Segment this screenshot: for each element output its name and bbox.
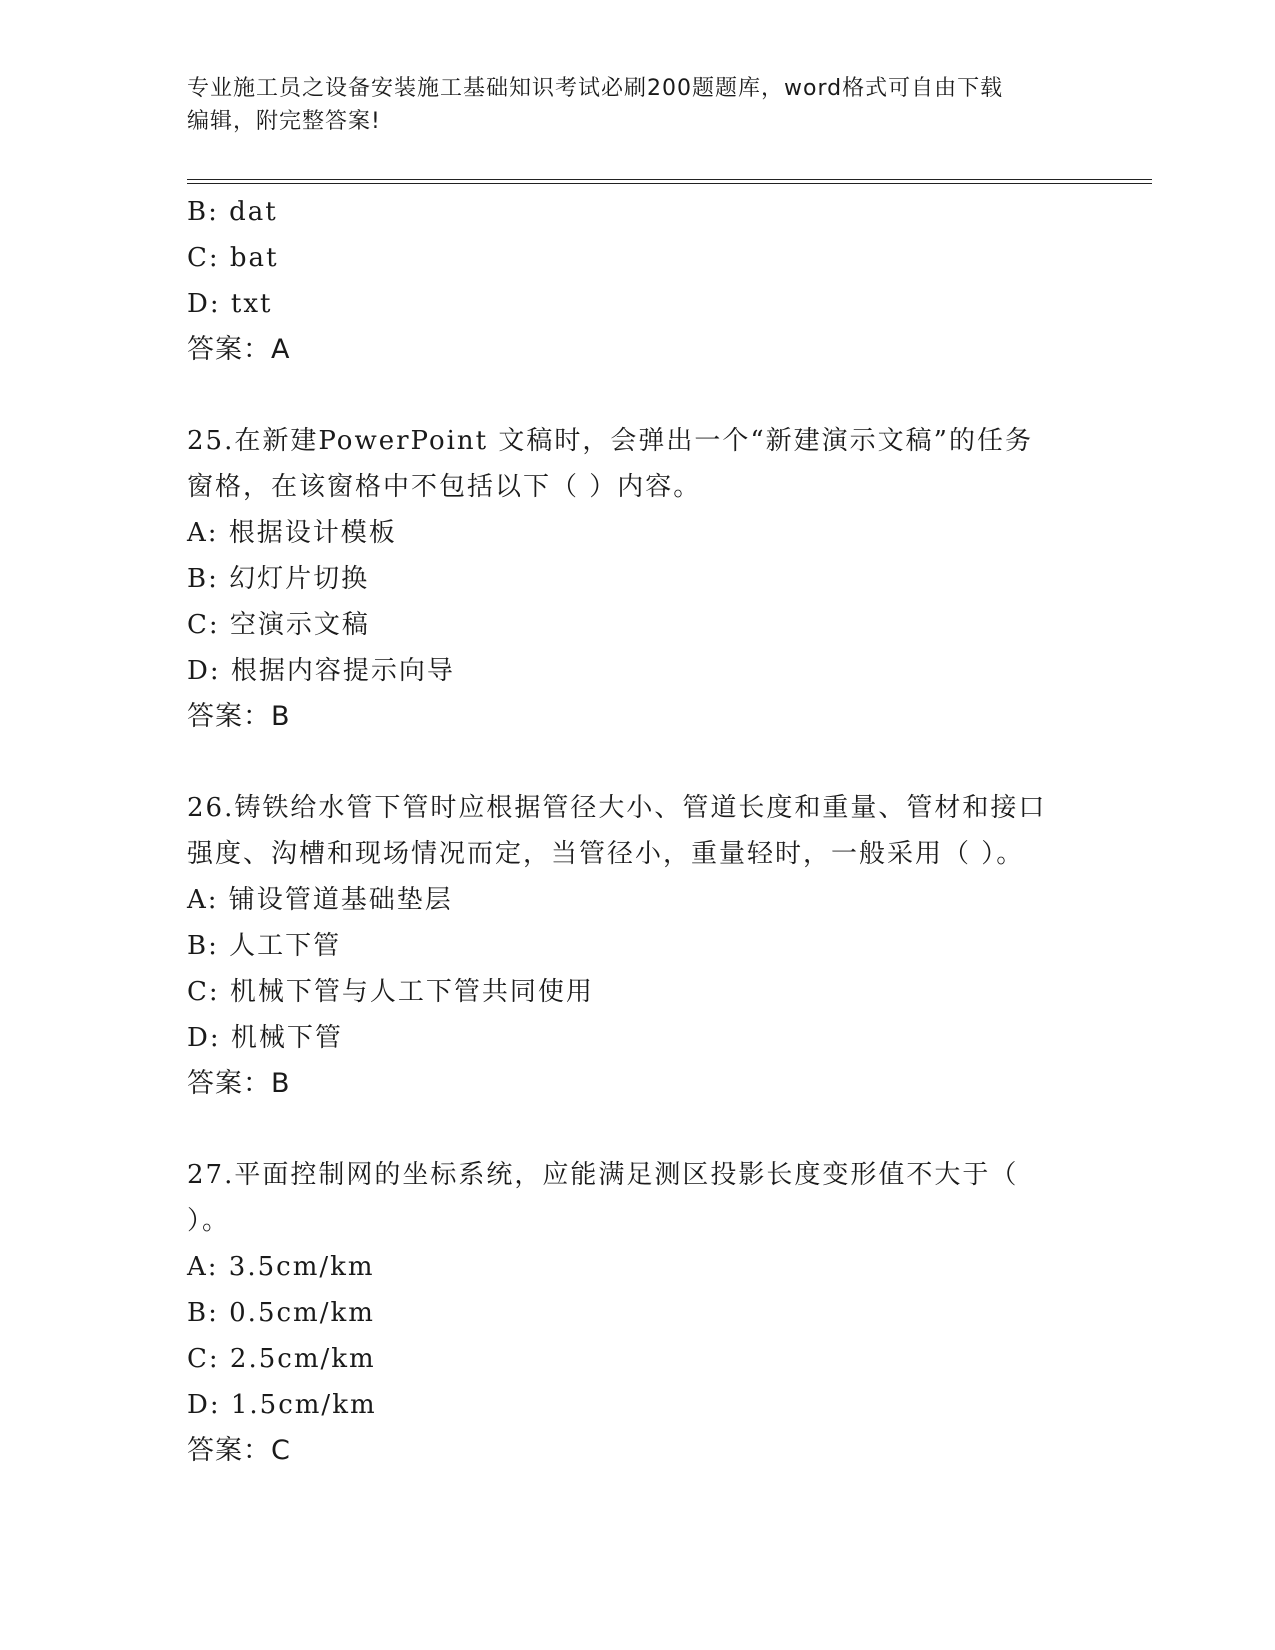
option-a: A: 根据设计模板: [187, 518, 397, 548]
option-d: D: 根据内容提示向导: [187, 656, 455, 686]
question-27: [187, 1152, 1067, 1474]
header-line-1: 专业施工员之设备安装施工基础知识考试必刷200题题库，word格式可自由下载: [187, 76, 1004, 101]
answer-line: 答案：B: [187, 701, 291, 732]
option-c: C: 2.5cm/km: [187, 1344, 376, 1374]
option-b: B: 幻灯片切换: [187, 564, 370, 594]
page-header: [187, 72, 1067, 138]
question-stem-line: 25.在新建PowerPoint 文稿时，会弹出一个“新建演示文稿”的任务: [187, 426, 1033, 456]
carryover-question: [187, 189, 1067, 373]
option-a: A: 铺设管道基础垫层: [187, 885, 453, 915]
option-b: B: 0.5cm/km: [187, 1298, 375, 1328]
question-26: [187, 785, 1067, 1107]
option-c: C: 机械下管与人工下管共同使用: [187, 977, 594, 1007]
option-a: A: 3.5cm/km: [187, 1252, 375, 1282]
option-b: B: dat: [187, 197, 278, 227]
question-stem: [187, 418, 1067, 510]
question-stem: [187, 1152, 1067, 1244]
question-stem-line: 强度、沟槽和现场情况而定，当管径小，重量轻时，一般采用（ ）。: [187, 839, 1025, 869]
question-stem-line: 窗格，在该窗格中不包括以下（ ）内容。: [187, 472, 702, 502]
document-body: [187, 189, 1067, 1474]
header-rule-bottom: [187, 183, 1152, 184]
question-stem-line: 27.平面控制网的坐标系统，应能满足测区投影长度变形值不大于（: [187, 1160, 1019, 1190]
option-c: C: 空演示文稿: [187, 610, 370, 640]
option-d: D: 机械下管: [187, 1023, 343, 1053]
answer-line: 答案：A: [187, 334, 291, 365]
header-rule-top: [187, 179, 1152, 180]
question-stem-line: ）。: [187, 1206, 231, 1236]
option-d: D: txt: [187, 289, 273, 319]
header-line-2: 编辑，附完整答案!: [187, 109, 381, 134]
answer-line: 答案：C: [187, 1435, 291, 1466]
question-stem: [187, 785, 1067, 877]
answer-line: 答案：B: [187, 1068, 291, 1099]
question-25: [187, 418, 1067, 740]
option-b: B: 人工下管: [187, 931, 342, 961]
question-stem-line: 26.铸铁给水管下管时应根据管径大小、管道长度和重量、管材和接口: [187, 793, 1047, 823]
option-c: C: bat: [187, 243, 279, 273]
option-d: D: 1.5cm/km: [187, 1390, 377, 1420]
